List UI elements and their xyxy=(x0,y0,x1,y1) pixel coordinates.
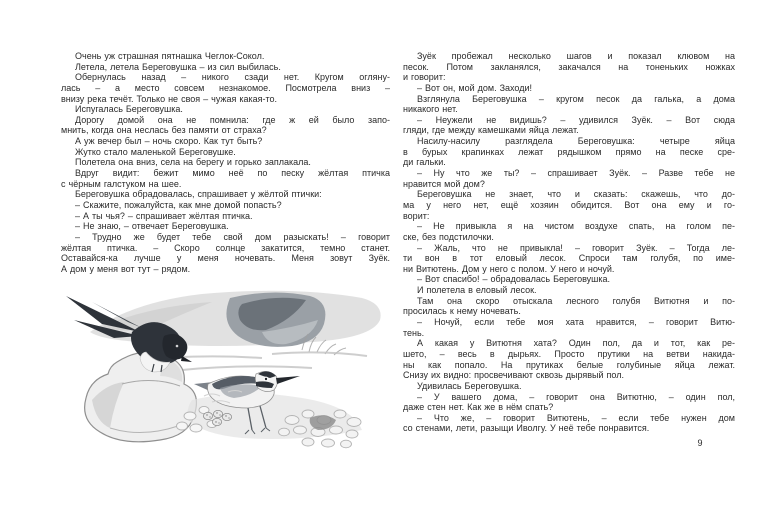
text-line: – Вот он, мой дом. Заходи! xyxy=(417,82,533,93)
text-line: А уж вечер был – ночь скоро. Как тут быть? xyxy=(75,136,263,147)
text-line: Полетела она вниз, села на берегу и горько заплакала. xyxy=(75,157,311,168)
paragraph xyxy=(403,285,735,296)
paragraph xyxy=(403,51,735,83)
text-line: – Жаль, что не привыкла! – говорит Зуёк. – Тогда ле- xyxy=(417,242,735,253)
text-line: Снизу их видно: просвечивают сквозь дырявый пол. xyxy=(403,370,624,381)
paragraph xyxy=(403,83,735,94)
paragraph xyxy=(61,147,390,158)
paragraph xyxy=(61,104,390,115)
paragraph xyxy=(61,189,390,200)
text-line: – Не привыкла я на чистом воздухе спать, на голом пе- xyxy=(417,221,735,232)
text-line: – Неужели не видишь? – удивился Зуёк. – Вот сюда xyxy=(417,114,735,125)
paragraph xyxy=(403,413,735,434)
text-line: – Не знаю, – отвечает Береговушка. xyxy=(75,221,229,232)
paragraph xyxy=(403,317,735,338)
text-line: – Вот спасибо! – обрадовалась Береговушка. xyxy=(417,274,611,285)
text-line: жёлтая птичка. – Скоро солнце закатится, темно станет. xyxy=(61,242,390,253)
text-line: внизу река течёт. Только не своя – чужая какая-то. xyxy=(61,93,278,104)
text-line: песок. Потом закланялся, закачался на тоненьких ножках xyxy=(403,61,735,72)
paragraph xyxy=(403,168,735,189)
text-line: ске, без подстилочки. xyxy=(403,231,494,242)
paragraph xyxy=(403,381,735,392)
text-line: И полетела в еловый лесок. xyxy=(417,285,537,296)
paragraph xyxy=(61,136,390,147)
text-line: Обернулась назад – никого сзади нет. Кругом огляну- xyxy=(75,72,390,83)
text-line: даже стен нет. Как же в нём спать? xyxy=(403,402,554,413)
paragraph xyxy=(61,115,390,136)
paragraph xyxy=(403,392,735,413)
right-page-text xyxy=(403,51,735,434)
paragraph xyxy=(403,274,735,285)
text-line: – А ты чья? – спрашивает жёлтая птичка. xyxy=(75,210,253,221)
paragraph xyxy=(403,296,735,317)
text-line: ди гальки. xyxy=(403,157,446,168)
text-line: – Что же, – говорит Витютень, – если тебе нужен дом xyxy=(417,412,735,423)
illustration-birds-on-riverbank xyxy=(62,280,392,460)
text-line: Испугалась Береговушка. xyxy=(75,104,183,115)
text-line: Летела, летела Береговушка – из сил выбилась. xyxy=(75,61,281,72)
text-line: – У вашего дома, – говорит она Витютню, – один пол, xyxy=(417,391,735,402)
text-line: Береговушка обрадовалась, спрашивает у жёлтой птички: xyxy=(75,189,322,200)
paragraph xyxy=(61,232,390,275)
text-line: ворит: xyxy=(403,210,430,221)
text-line: – Ну что же ты? – спрашивает Зуёк. – Разве тебе не xyxy=(417,168,735,179)
text-line: Зуёк пробежал несколько шагов и показал клювом на xyxy=(417,51,735,61)
text-line: никакого нет. xyxy=(403,104,458,115)
paragraph xyxy=(403,94,735,115)
text-line: Береговушка не знает, что и сказать: скажешь, что до- xyxy=(417,189,735,200)
text-line: ны как попало. На прутиках белые голубиные яйца лежат. xyxy=(403,359,735,370)
paragraph xyxy=(61,62,390,73)
text-line: тень. xyxy=(403,327,425,338)
text-line: в бурых крапинках лежат рядышком прямо на песке сре- xyxy=(403,146,735,157)
text-line: – Трудно же будет тебе свой дом разыскать! – говорит xyxy=(75,231,390,242)
paragraph xyxy=(403,243,735,275)
text-line: А какая у Витютня хата? Один пол, да и тот, как ре- xyxy=(417,338,735,349)
text-line: Там она скоро отыскала лесного голубя Витютня и по- xyxy=(417,295,735,306)
paragraph xyxy=(403,115,735,136)
text-line: – Скажите, пожалуйста, как мне домой попасть? xyxy=(75,199,282,210)
left-page-text xyxy=(61,51,390,274)
text-line: – Ночуй, если тебе моя хата нравится, – говорит Витю- xyxy=(417,317,735,328)
text-line: Насилу-насилу разглядела Береговушка: четыре яйца xyxy=(417,136,735,147)
paragraph xyxy=(61,157,390,168)
text-line: ти вон в тот еловый лесок. Спроси там голубя, по име- xyxy=(403,253,735,264)
paragraph xyxy=(403,221,735,242)
text-line: лась – а место совсем незнакомое. Посмотрела вниз – xyxy=(61,82,390,93)
text-line: Очень уж страшная пятнашка Чеглок-Сокол. xyxy=(75,51,265,61)
paragraph xyxy=(61,211,390,222)
page-number: 9 xyxy=(697,438,703,448)
text-line: Удивилась Береговушка. xyxy=(417,380,522,391)
text-line: просилась к нему ночевать. xyxy=(403,306,521,317)
paragraph xyxy=(61,221,390,232)
text-line: ма у него нет, ещё хозяин обидится. Вот она ему и го- xyxy=(403,199,735,210)
text-line: мнить, когда она неслась без памяти от страха? xyxy=(61,125,267,136)
text-line: со стенами, лети, разыщи Иволгу. У неё тебе понравится. xyxy=(403,423,650,434)
text-line: с чёрным галстуком на шее. xyxy=(61,178,182,189)
text-line: Жутко стало маленькой Береговушке. xyxy=(75,146,236,157)
text-line: Вдруг видит: бежит мимо неё по песку жёлтая птичка xyxy=(75,168,390,179)
text-line: Оставайся-ка лучше у меня ночевать. Меня зовут Зуёк. xyxy=(61,253,390,264)
text-line: гляди, где между камешками яйца лежат. xyxy=(403,125,579,136)
text-line: нравится мой дом? xyxy=(403,178,485,189)
text-line: шето, – весь в дырьях. Просто прутики на ветви накида- xyxy=(403,348,735,359)
paragraph xyxy=(61,168,390,189)
text-line: Взглянула Береговушка – кругом песок да галька, а дома xyxy=(417,93,735,104)
paragraph xyxy=(403,136,735,168)
text-line: А дом у меня вот тут – рядом. xyxy=(61,263,191,274)
paragraph xyxy=(403,189,735,221)
paragraph xyxy=(61,72,390,104)
text-line: и говорит: xyxy=(403,72,446,83)
text-line: Дорогу домой она не помнила: где ж ей было запо- xyxy=(75,114,390,125)
paragraph xyxy=(61,200,390,211)
text-line: ни Витютень. Дом у него с полом. У него и ночуй. xyxy=(403,263,615,274)
paragraph xyxy=(403,338,735,381)
paragraph xyxy=(61,51,390,62)
